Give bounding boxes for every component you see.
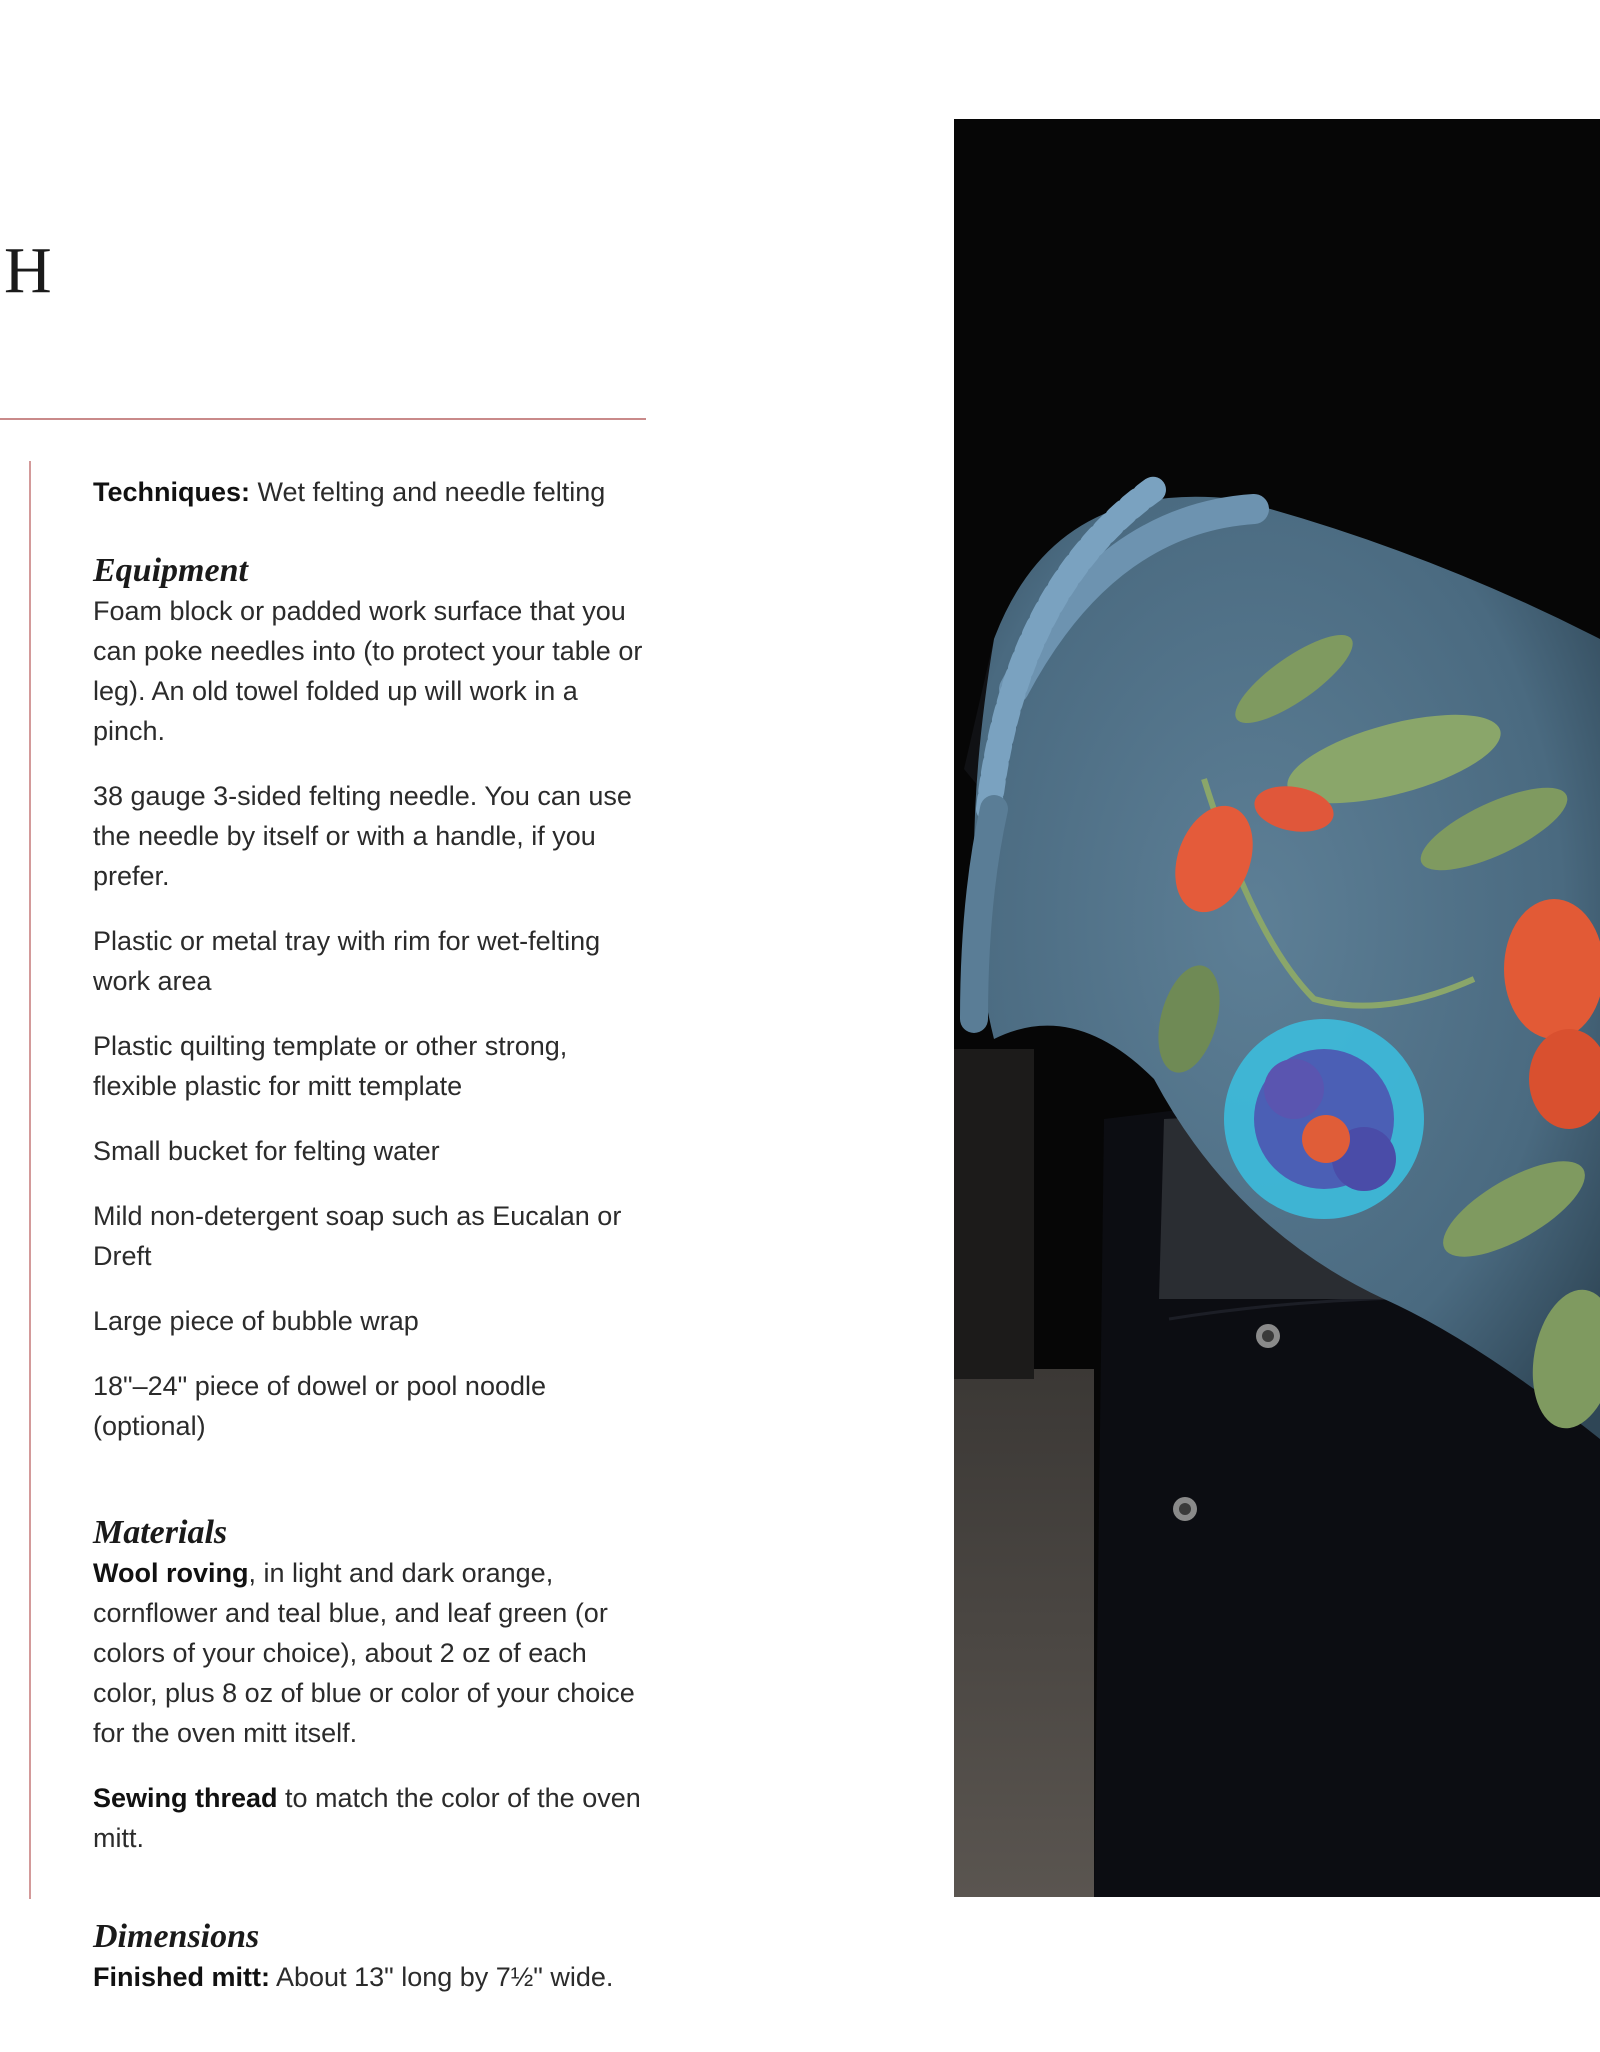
dimensions-heading: Dimensions bbox=[93, 1918, 260, 1955]
materials-item bbox=[93, 1553, 653, 1753]
equipment-item: 18"–24" piece of dowel or pool noodle (optional) bbox=[93, 1371, 547, 1441]
page-title-fragment: H bbox=[4, 234, 52, 307]
techniques-value: Wet felting and needle felting bbox=[250, 477, 606, 507]
materials-heading: Materials bbox=[93, 1514, 228, 1551]
dimensions-label: Finished mitt: bbox=[93, 1962, 270, 1992]
techniques-label: Techniques: bbox=[93, 477, 251, 507]
equipment-item: Large piece of bubble wrap bbox=[93, 1306, 419, 1336]
equipment-item: 38 gauge 3-sided felting needle. You can use the needle by itself or with a handle, if you prefer. bbox=[93, 781, 632, 891]
felted-mitt-photo bbox=[954, 119, 1600, 1897]
equipment-item: Foam block or padded work surface that you can poke needles into (to protect your table or leg). An old towel folded up will work in a pinch. bbox=[93, 596, 643, 746]
materials-item-text: to match the color of the oven mitt. bbox=[93, 1783, 641, 1853]
supply-list bbox=[93, 472, 653, 2022]
equipment-item: Plastic or metal tray with rim for wet-felting work area bbox=[93, 926, 601, 996]
felted-mitt-illustration bbox=[954, 119, 1600, 1897]
materials-item-text: , in light and dark orange, cornflower and teal blue, and leaf green (or colors of your choice), about 2 oz of each color, plus 8 oz of blue or color of your choice for the oven mitt itself. bbox=[93, 1558, 635, 1748]
dimensions-text: About 13" long by 7½" wide. bbox=[270, 1962, 614, 1992]
equipment-heading: Equipment bbox=[93, 552, 248, 589]
header-rule bbox=[0, 418, 646, 420]
materials-item-label: Sewing thread bbox=[93, 1783, 278, 1813]
equipment-item: Mild non-detergent soap such as Eucalan or Dreft bbox=[93, 1201, 622, 1271]
techniques-line bbox=[93, 472, 653, 512]
materials-item bbox=[93, 1778, 653, 1858]
materials-item-label: Wool roving bbox=[93, 1558, 249, 1588]
equipment-item: Plastic quilting template or other strong, flexible plastic for mitt template bbox=[93, 1031, 568, 1101]
sidebar-accent-line bbox=[29, 461, 31, 1899]
dimensions-line bbox=[93, 1957, 653, 1997]
equipment-item: Small bucket for felting water bbox=[93, 1136, 440, 1166]
